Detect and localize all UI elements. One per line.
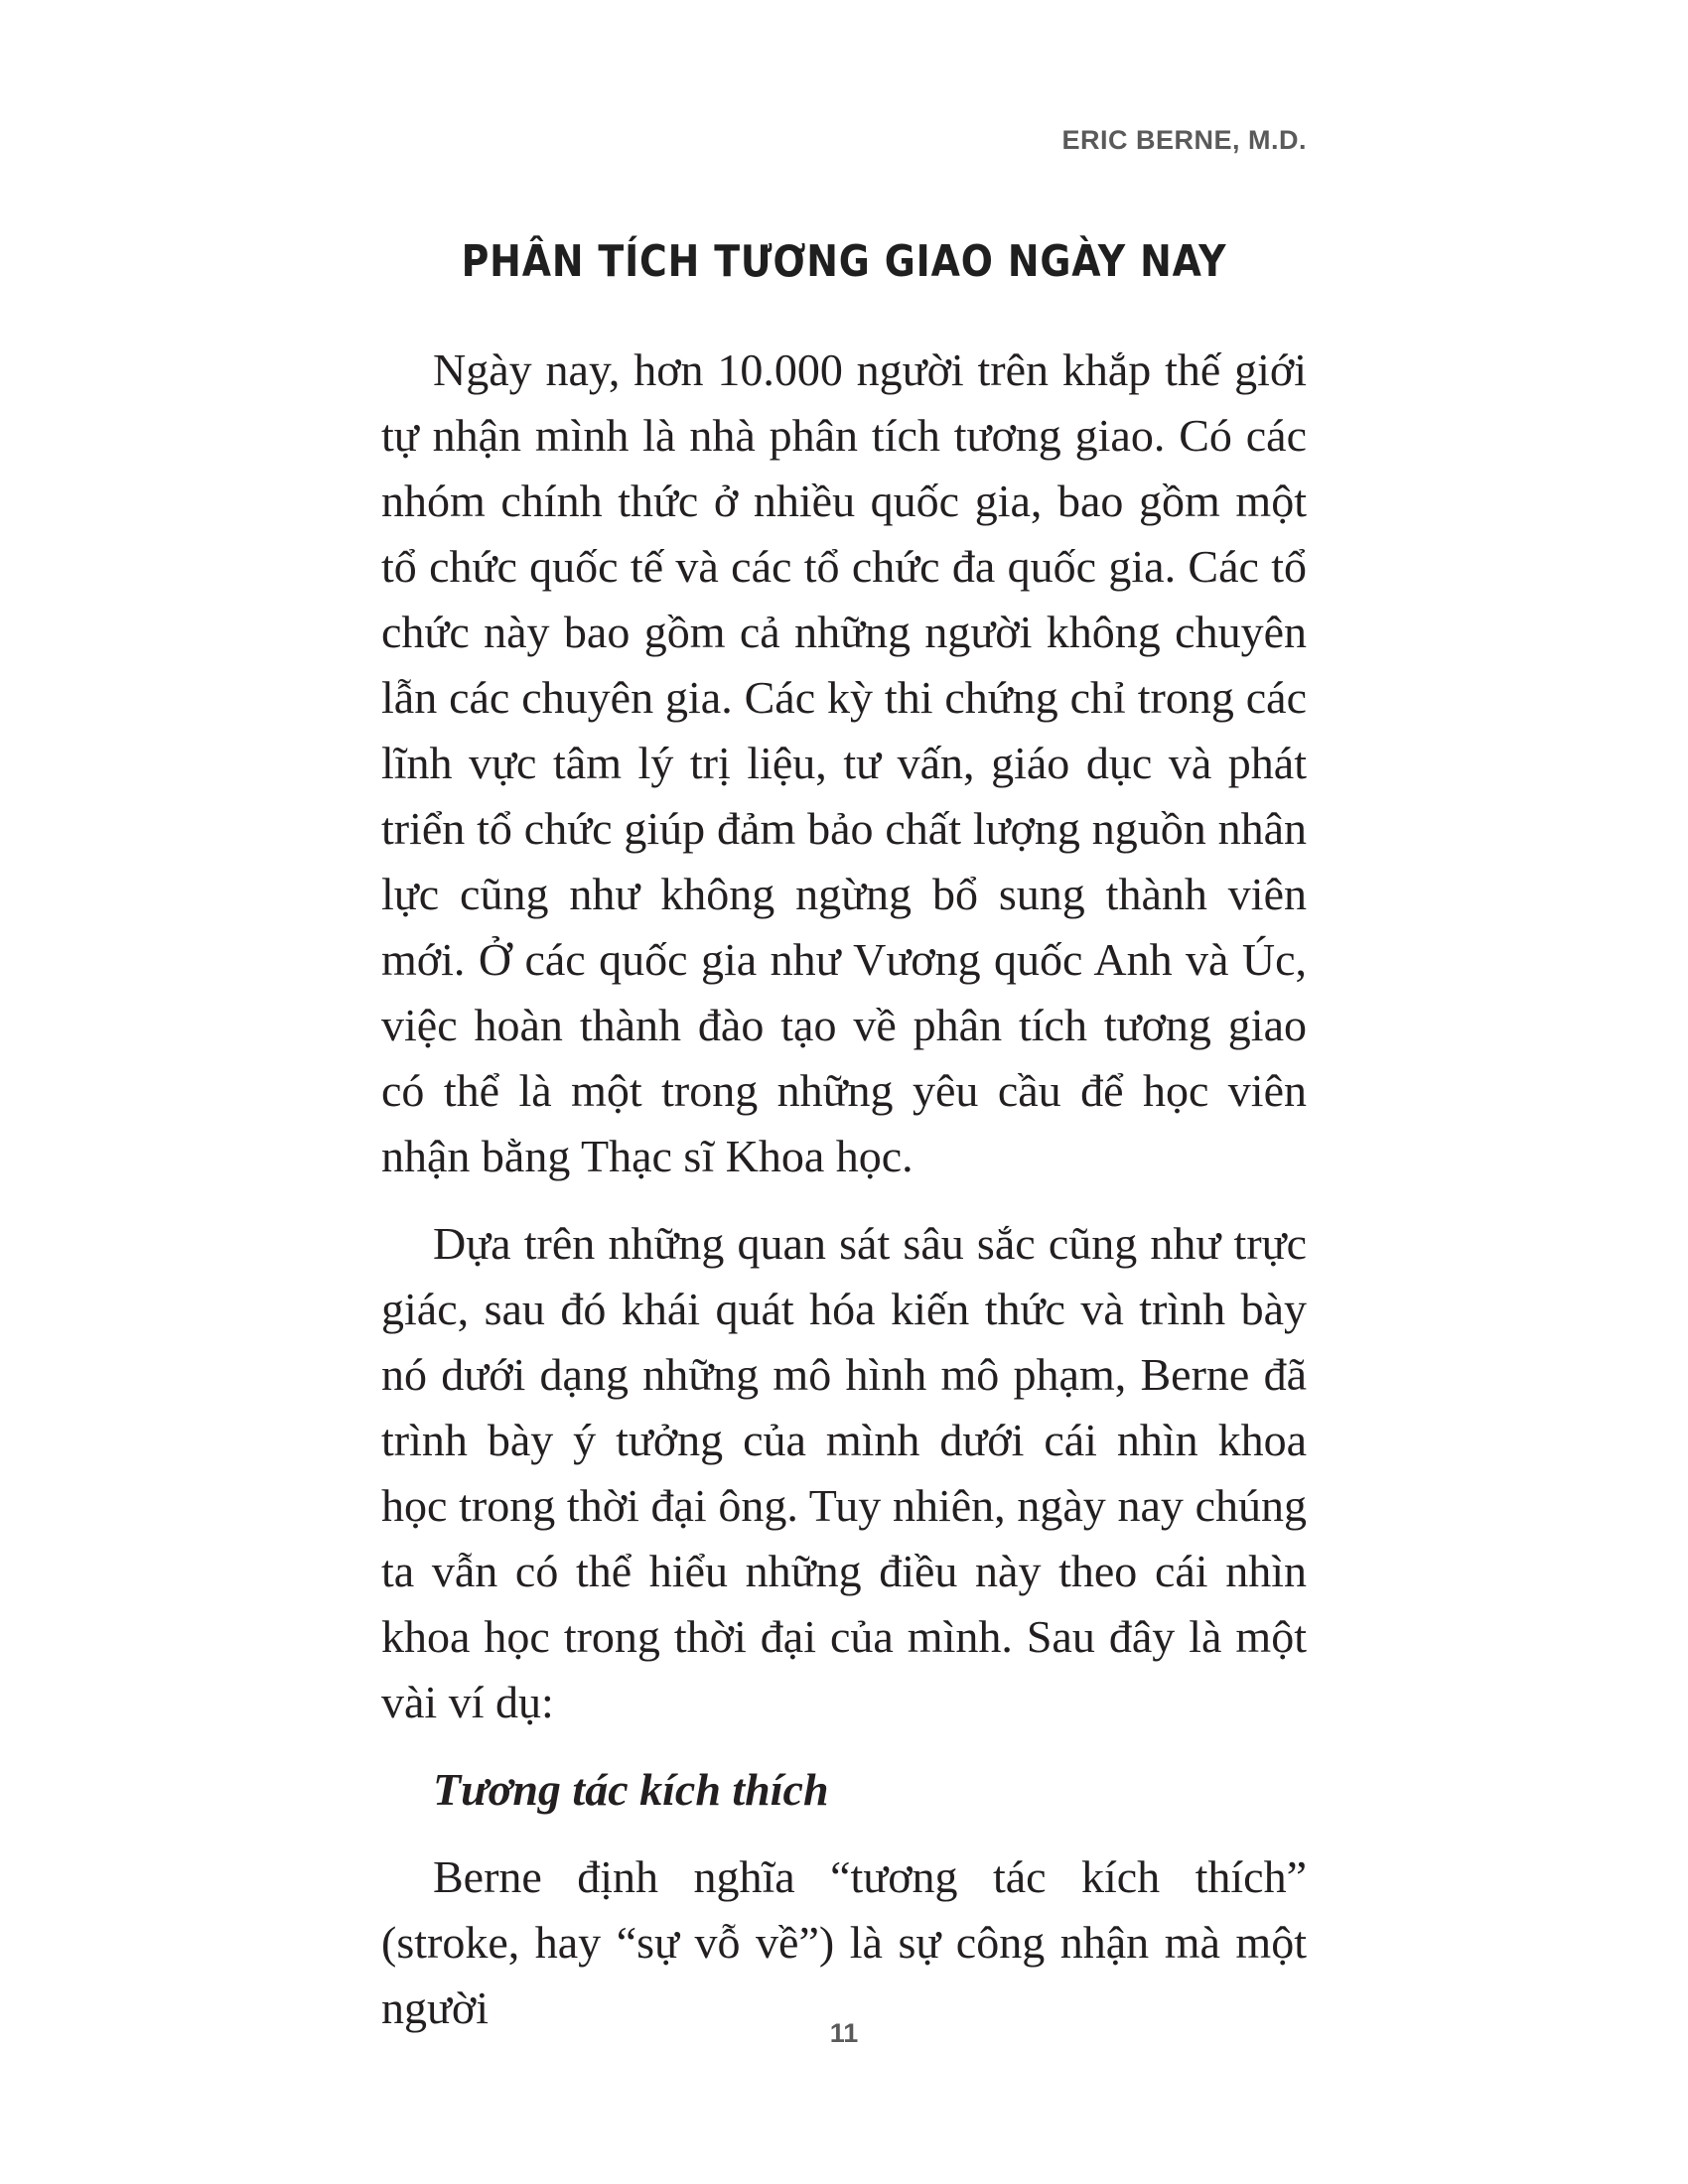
paragraph-stroke-definition: Berne định nghĩa “tương tác kích thích” (stroke, hay “sự vỗ về”) là sự công nhận mà một người <box>381 1851 1307 2033</box>
subheading-strokes: Tương tác kích thích <box>433 1764 829 1815</box>
page-number: 11 <box>829 2018 859 2048</box>
running-head: ERIC BERNE, M.D. <box>1061 125 1307 155</box>
chapter-title: PHÂN TÍCH TƯƠNG GIAO NGÀY NAY <box>461 236 1227 287</box>
paragraph-intro: Ngày nay, hơn 10.000 người trên khắp thế giới tự nhận mình là nhà phân tích tương giao. Có các nhóm chính thức ở nhiều quốc gia, bao gồm một tổ chức quốc tế và các tổ chức đa quốc gia. Các tổ chức này bao gồm cả những người không chuyên lẫn các chuyên gia. Các kỳ thi chứng chỉ trong các lĩnh vực tâm lý trị liệu, tư vấn, giáo dục và phát triển tổ chức giúp đảm bảo chất lượng nguồn nhân lực cũng như không ngừng bổ sung thành viên mới. Ở các quốc gia như Vương quốc Anh và Úc, việc hoàn thành đào tạo về phân tích tương giao có thể là một trong những yêu cầu để học viên nhận bằng Thạc sĩ Khoa học. <box>381 344 1307 1181</box>
body-text <box>381 338 1307 2063</box>
paragraph-berne-ideas: Dựa trên những quan sát sâu sắc cũng như trực giác, sau đó khái quát hóa kiến thức và trình bày nó dưới dạng những mô hình mô phạm, Berne đã trình bày ý tưởng của mình dưới cái nhìn khoa học trong thời đại ông. Tuy nhiên, ngày nay chúng ta vẫn có thể hiểu những điều này theo cái nhìn khoa học trong thời đại của mình. Sau đây là một vài ví dụ: <box>381 1218 1307 1727</box>
